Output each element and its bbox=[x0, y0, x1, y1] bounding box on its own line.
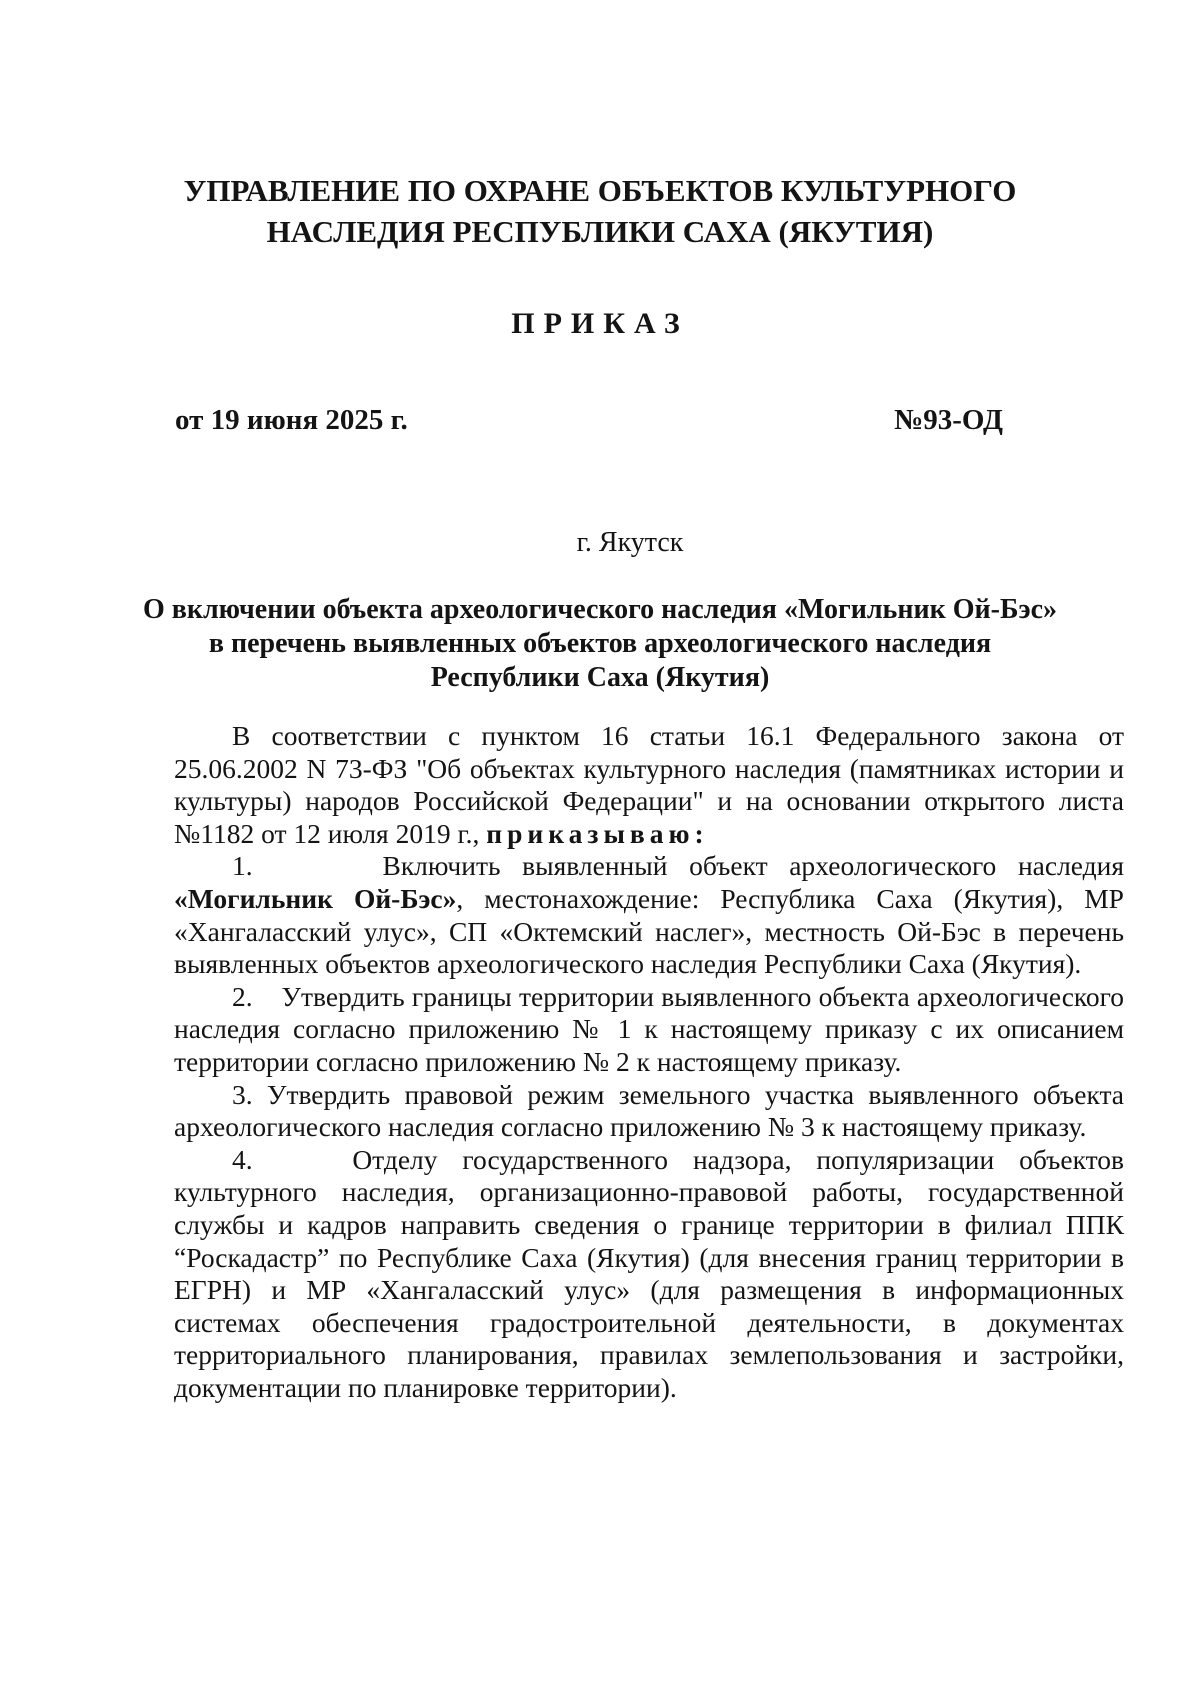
document-number: №93-ОД bbox=[894, 404, 1003, 436]
item-number: 3. bbox=[232, 1078, 253, 1110]
item-number: 2. bbox=[232, 980, 253, 1012]
list-item bbox=[174, 1144, 1124, 1405]
document-body bbox=[174, 720, 1124, 1404]
list-item bbox=[174, 1079, 1124, 1144]
issuing-authority bbox=[0, 170, 1200, 252]
subject-line-1: О включении объекта археологического наследия «Могильник Ой-Бэс» bbox=[142, 594, 1058, 625]
item-text: Утвердить правовой режим земельного участка выявленного объекта археологического наследия согласно приложению № 3 к настоящему приказу. bbox=[174, 1078, 1125, 1143]
list-item bbox=[174, 850, 1124, 980]
preamble-text: В соответствии с пунктом 16 статьи 16.1 Федерального закона от 25.06.2002 N 73-ФЗ "Об объектах культурного наследия (памятниках истории и культуры) народов Российской Федерации" и на основании открытого листа №1182 от 12 июля 2019 г., bbox=[174, 720, 1124, 849]
item-number: 1. bbox=[232, 850, 253, 882]
document-date: от 19 июня 2025 г. bbox=[175, 404, 408, 436]
item-text: Отделу государственного надзора, популяризации объектов культурного наследия, организационно-правовой работы, государственной службы и кадров направить сведения о границе территории в филиал ППК “Роскадастр” по Республике Саха (Якутия) (для внесения границ территории в ЕГРН) и МР «Хангаласский улус» (для размещения в информационных системах обеспечения градостроительной деятельности, в документах территориального планирования, правилах землепользования и застройки, документации по планировке территории). bbox=[174, 1143, 1124, 1403]
item-lead: Включить выявленный объект археологического наследия bbox=[382, 850, 1124, 882]
authority-line-1: УПРАВЛЕНИЕ ПО ОХРАНЕ ОБЪЕКТОВ КУЛЬТУРНОГО bbox=[183, 173, 1017, 208]
item-text: Утвердить границы территории выявленного объекта археологического наследия согласно приложению № 1 к настоящему приказу с их описанием территории согласно приложению № 2 к настоящему приказу. bbox=[174, 980, 1124, 1077]
authority-line-2: НАСЛЕДИЯ РЕСПУБЛИКИ САХА (ЯКУТИЯ) bbox=[266, 214, 934, 249]
order-word: приказываю: bbox=[486, 817, 709, 849]
document-subject bbox=[0, 593, 1200, 695]
subject-line-3: Республики Саха (Якутия) bbox=[430, 662, 770, 693]
item-number: 4. bbox=[232, 1143, 253, 1175]
subject-line-2: в перечень выявленных объектов археологического наследия bbox=[208, 628, 992, 659]
document-type: ПРИКАЗ bbox=[511, 307, 689, 340]
item-text: , местонахождение: Республика Саха (Якутия), МР «Хангаласский улус», СП «Октемский наслег», местность Ой-Бэс в перечень выявленных объектов археологического наследия Республики Саха (Якутия). bbox=[174, 882, 1124, 980]
preamble-paragraph bbox=[174, 720, 1124, 850]
document-city: г. Якутск bbox=[576, 527, 684, 558]
object-name: «Могильник Ой-Бэс» bbox=[174, 882, 457, 914]
list-item bbox=[174, 981, 1124, 1079]
